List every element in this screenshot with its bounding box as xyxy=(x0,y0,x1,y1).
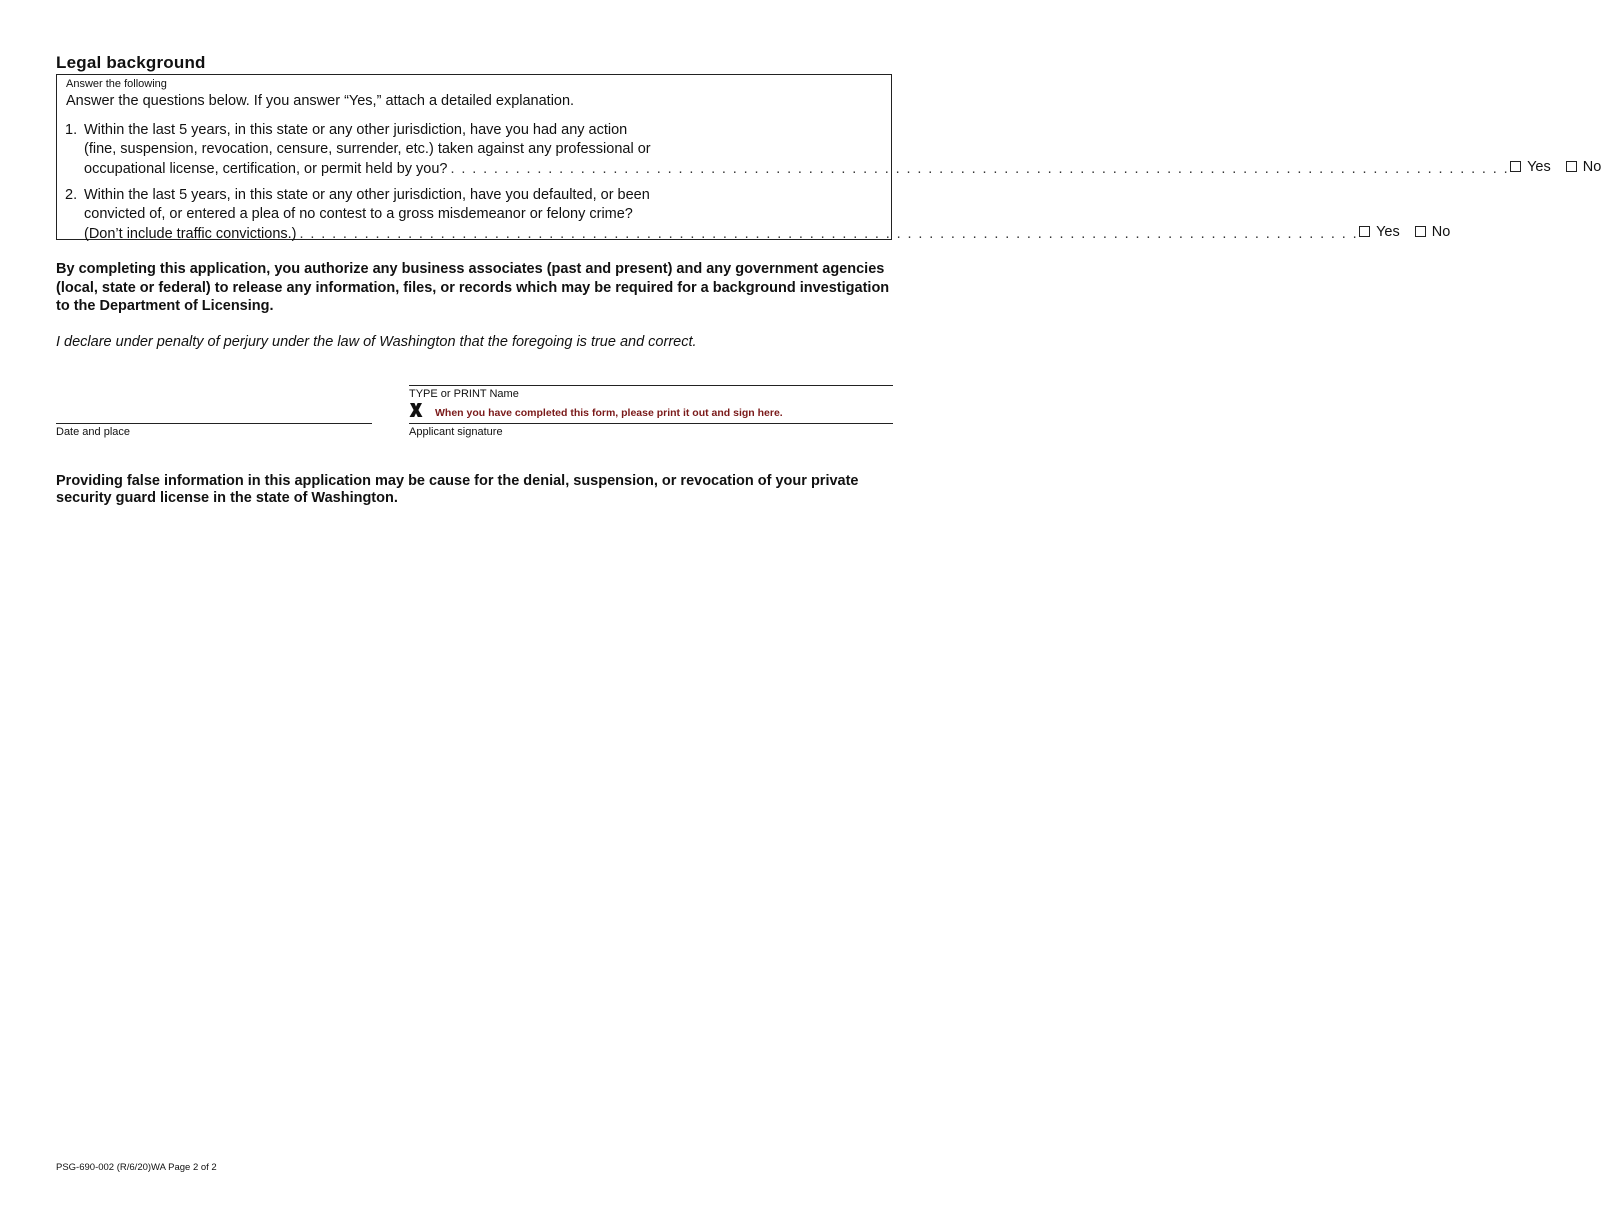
q1-yes-option[interactable] xyxy=(1510,158,1551,177)
perjury-declaration: I declare under penalty of perjury under the law of Washington that the foregoing is true and correct. xyxy=(56,334,697,350)
question-2 xyxy=(65,186,1451,243)
yes-label: Yes xyxy=(1527,159,1551,175)
no-label: No xyxy=(1431,224,1451,240)
legal-questions-box xyxy=(56,74,1601,242)
question-1 xyxy=(65,121,1601,178)
q2-no-option[interactable] xyxy=(1415,223,1451,242)
yes-label: Yes xyxy=(1376,224,1400,240)
date-place-field-line[interactable] xyxy=(56,423,372,424)
q1-yes-checkbox[interactable] xyxy=(1510,161,1521,172)
signature-label: Applicant signature xyxy=(409,426,503,438)
q1-no-option[interactable] xyxy=(1566,158,1601,177)
no-label: No xyxy=(1582,159,1601,175)
x-mark-icon xyxy=(409,402,423,418)
name-field-label: TYPE or PRINT Name xyxy=(409,388,519,400)
section-title: Legal background xyxy=(56,53,206,72)
name-field-line[interactable] xyxy=(409,385,893,386)
q2-no-checkbox[interactable] xyxy=(1415,226,1426,237)
question-text-line: convicted of, or entered a plea of no contest to a gross misdemeanor or felony crime? xyxy=(84,205,633,222)
question-text-line: Within the last 5 years, in this state or any other jurisdiction, have you defaulted, or been xyxy=(84,187,650,203)
q1-no-checkbox[interactable] xyxy=(1566,161,1577,172)
question-text-line: Within the last 5 years, in this state or any other jurisdiction, have you had any action xyxy=(84,122,628,138)
box-caption: Answer the following xyxy=(66,78,167,90)
question-text-line: (Don’t include traffic convictions.) xyxy=(84,225,297,242)
question-number: 2. xyxy=(65,187,78,203)
false-information-warning: Providing false information in this application may be cause for the denial, suspension, or revocation of your private security guard license in the state of Washington. xyxy=(56,473,859,506)
box-instruction: Answer the questions below. If you answer “Yes,” attach a detailed explanation. xyxy=(66,93,575,109)
q2-yes-option[interactable] xyxy=(1359,223,1400,242)
question-text-line: occupational license, certification, or permit held by you? xyxy=(84,160,448,177)
question-number: 1. xyxy=(65,122,78,138)
leader-dots: . . . . . . . . . . . . . . . . . . . . . . . . . . . . . . . . . . . . . . . . . . . . . . . . . . . . . . . . . . . . . . . . . . . . . . . . . . . . . . . . . . . . . . . . . . . . . . . . . . xyxy=(450,160,1510,177)
question-text-line: (fine, suspension, revocation, censure, surrender, etc.) taken against any professional or xyxy=(84,140,651,157)
authorization-statement: By completing this application, you authorize any business associates (past and present) and any government agencies (local, state or federal) to release any information, files, or records which may be required for a background investigation to the Department of Licensing. xyxy=(56,261,890,314)
q2-yes-checkbox[interactable] xyxy=(1359,226,1370,237)
signature-field-line[interactable] xyxy=(409,423,893,424)
date-place-label: Date and place xyxy=(56,426,130,438)
leader-dots: . . . . . . . . . . . . . . . . . . . . . . . . . . . . . . . . . . . . . . . . . . . . . . . . . . . . . . . . . . . . . . . . . . . . . . . . . . . . . . . . . . . . . . . . . . . . . . . . . . xyxy=(299,225,1359,242)
sign-here-note: When you have completed this form, please print it out and sign here. xyxy=(435,407,783,419)
form-footer: PSG-690-002 (R/6/20)WA Page 2 of 2 xyxy=(56,1162,217,1173)
